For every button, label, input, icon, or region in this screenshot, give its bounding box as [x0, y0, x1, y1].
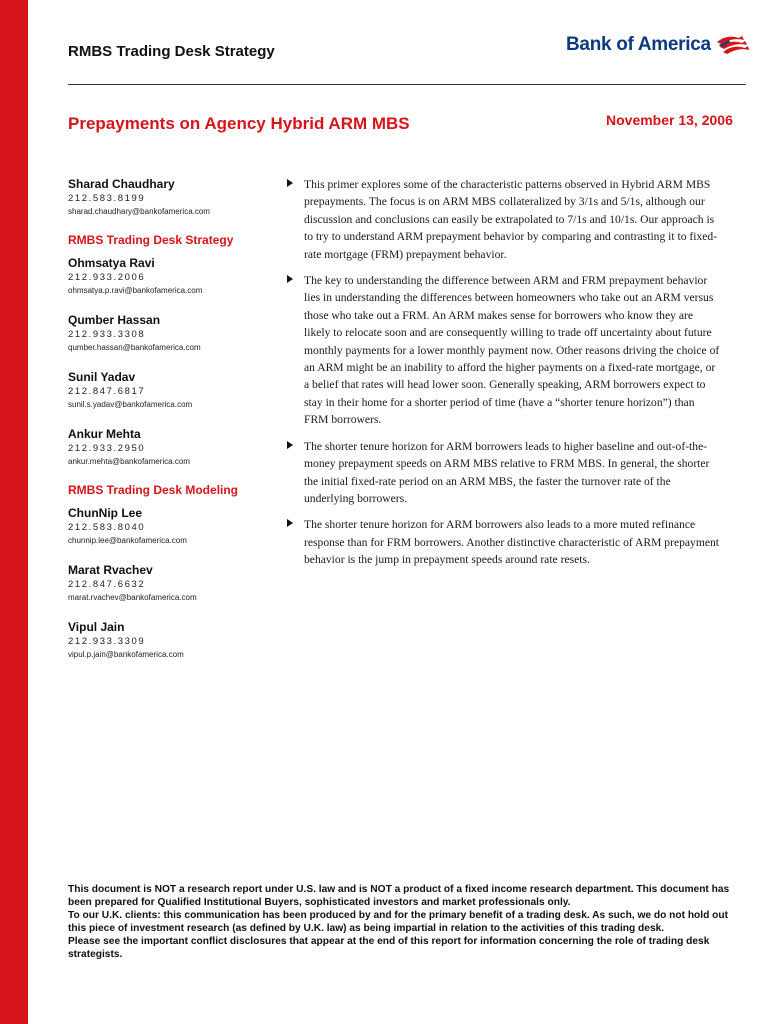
header-title: RMBS Trading Desk Strategy — [68, 43, 275, 60]
left-accent-bar — [0, 0, 28, 1024]
contact-phone: 212.847.6632 — [68, 579, 146, 590]
contact-phone: 212.847.6817 — [68, 386, 146, 397]
summary-bullets — [285, 176, 721, 578]
contact-name: Ankur Mehta — [68, 427, 141, 441]
contact-item — [68, 255, 278, 298]
contact-email[interactable]: vipul.p.jain@bankofamerica.com — [68, 650, 184, 659]
contact-name: Marat Rvachev — [68, 563, 153, 577]
contact-name: ChunNip Lee — [68, 506, 142, 520]
contact-item — [68, 426, 278, 469]
contact-email[interactable]: marat.rvachev@bankofamerica.com — [68, 593, 197, 602]
header-divider — [68, 84, 746, 85]
document-date: November 13, 2006 — [606, 112, 733, 128]
contact-email[interactable]: chunnip.lee@bankofamerica.com — [68, 536, 187, 545]
contact-name: Sharad Chaudhary — [68, 177, 175, 191]
contact-item — [68, 505, 278, 548]
contact-email[interactable]: sharad.chaudhary@bankofamerica.com — [68, 207, 210, 216]
triangle-bullet-icon — [287, 519, 293, 527]
modeling-section-heading: RMBS Trading Desk Modeling — [68, 483, 239, 497]
contact-lead — [68, 176, 278, 219]
disclaimer-paragraph: Please see the important conflict disclosures that appear at the end of this report for information concerning the role of trading desk strategists. — [68, 936, 710, 960]
contact-name: Ohmsatya Ravi — [68, 256, 155, 270]
contact-item — [68, 369, 278, 412]
disclaimer-paragraph: This document is NOT a research report under U.S. law and is NOT a product of a fixed income research department. This document has been prepared for Qualified Institutional Buyers, sophisticated investors and market professionals only. — [68, 884, 730, 908]
bullet-item — [285, 516, 721, 568]
bullet-item — [285, 272, 721, 429]
contact-email[interactable]: ankur.mehta@bankofamerica.com — [68, 457, 190, 466]
contact-email[interactable]: qumber.hassan@bankofamerica.com — [68, 343, 201, 352]
contact-item — [68, 619, 278, 662]
bullet-text: The shorter tenure horizon for ARM borrowers leads to higher baseline and out-of-the-money prepayment speeds on ARM MBS relative to FRM MBS. In general, the shorter the initial fixed-rate period on an ARM MBS, the faster the turnover rate of the underlying borrowers. — [304, 439, 710, 505]
contact-item — [68, 312, 278, 355]
disclaimer-paragraph: To our U.K. clients: this communication has been produced by and for the primary benefit of a trading desk. As such, we do not hold out this piece of investment research (as defined by U.K. law) as being impartial in relation to the activities of this trading desk. — [68, 910, 728, 934]
bullet-text: The shorter tenure horizon for ARM borrowers also leads to a more muted refinance response than for FRM borrowers. Another distinctive characteristic of ARM prepayment behavior is the jump in prepayment speeds around rate resets. — [304, 518, 720, 567]
contact-item — [68, 562, 278, 605]
bullet-text: The key to understanding the difference between ARM and FRM prepayment behavior lies in understanding the differences between homeowners who take out an ARM versus those who take out a FRM. An ARM makes sense for borrowers who know they are likely to relocate soon and are consequently willing to trade off uncertainty about future monthly payments for a lower monthly payment now. Other reasons driving the choice of an ARM might be an inability to afford the higher payments on a fixed-rate mortgage, or a belief that rates will head lower soon. Generally speaking, ARM borrowers expect to stay in their home for a shorter period of time (have a “shorter tenure horizon”) than FRM borrowers. — [304, 274, 720, 427]
contact-name: Qumber Hassan — [68, 313, 161, 327]
triangle-bullet-icon — [287, 179, 293, 187]
triangle-bullet-icon — [287, 441, 293, 449]
contact-name: Sunil Yadav — [68, 370, 136, 384]
bullet-item — [285, 176, 721, 263]
contacts-sidebar — [68, 176, 278, 676]
strategy-section-heading: RMBS Trading Desk Strategy — [68, 233, 234, 247]
logo-text: Bank of America — [566, 34, 711, 55]
document-title: Prepayments on Agency Hybrid ARM MBS — [68, 114, 410, 133]
contact-phone: 212.933.2950 — [68, 443, 146, 454]
triangle-bullet-icon — [287, 275, 293, 283]
bank-flag-logo-icon — [715, 34, 749, 56]
contact-phone: 212.583.8199 — [68, 193, 146, 204]
legal-disclaimer — [68, 883, 748, 961]
contact-email[interactable]: ohmsatya.p.ravi@bankofamerica.com — [68, 286, 203, 295]
bullet-item — [285, 438, 721, 508]
contact-phone: 212.933.2006 — [68, 272, 146, 283]
bullet-text: This primer explores some of the characteristic patterns observed in Hybrid ARM MBS prepayments. The focus is on ARM MBS collateralized by 3/1s and 5/1s, although our discussion and conclusions can easily be extrapolated to 7/1s and 10/1s. Our approach is to try to understand ARM prepayment behavior by comparing and contrasting it to fixed-rate mortgage (FRM) prepayment behavior. — [304, 178, 718, 261]
contact-phone: 212.583.8040 — [68, 522, 146, 533]
bank-logo — [566, 34, 749, 56]
contact-phone: 212.933.3309 — [68, 636, 146, 647]
contact-email[interactable]: sunil.s.yadav@bankofamerica.com — [68, 400, 193, 409]
contact-phone: 212.933.3308 — [68, 329, 146, 340]
contact-name: Vipul Jain — [68, 620, 125, 634]
